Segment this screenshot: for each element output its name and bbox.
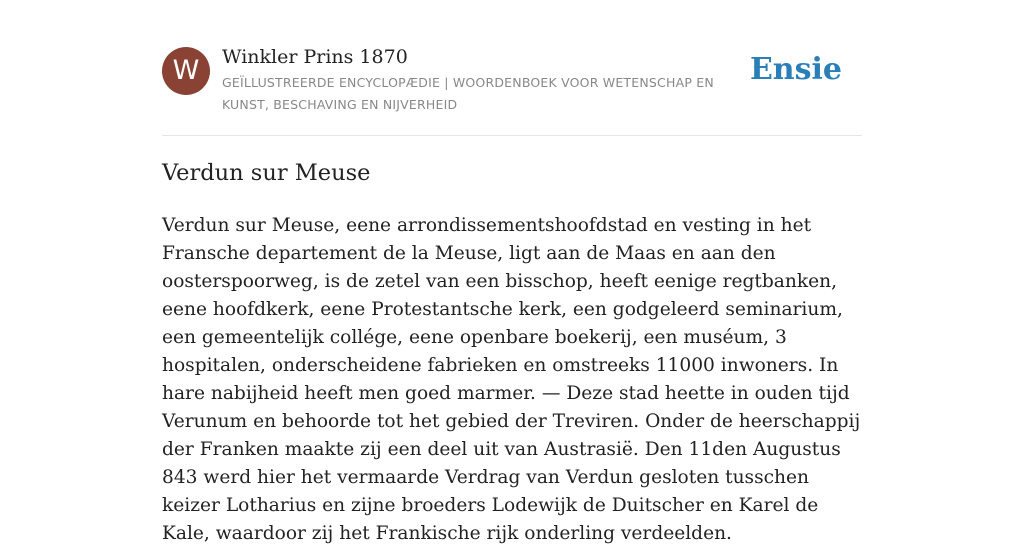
article-title: Verdun sur Meuse (162, 160, 371, 186)
source-header (162, 46, 862, 116)
ensie-logo-link[interactable]: Ensie (749, 52, 842, 87)
source-subtitle: GEÏLLUSTREERDE ENCYCLOPÆDIE | WOORDENBOEK VOOR WETENSCHAP EN KUNST, BESCHAVING EN NIJVERHEID (222, 75, 714, 112)
article-body: Verdun sur Meuse, eene arrondissementshoofdstad en vesting in het Fransche departement de la Meuse, ligt aan de Maas en aan den oosterspoorweg, is de zetel van een bisschop, heeft eenige regtbanken, eene hoofdkerk, eene Protestantsche kerk, een godgeleerd seminarium, een gemeentelijk collége, eene openbare boekerij, een muséum, 3 hospitalen, onderscheidene fabrieken en omstreeks 11000 inwoners. In hare nabijheid heeft men goed marmer. — Deze stad heette in ouden tijd Verunum en behoorde tot het gebied der Treviren. Onder de heerschappij der Franken maakte zij een deel uit van Austrasië. Den 11den Augustus 843 werd hier het vermaarde Verdrag van Verdun gesloten tusschen keizer Lotharius en zijne broeders Lodewijk de Duitscher en Karel de Kale, waardoor zij het Frankische rijk onderling verdeelden. (162, 215, 861, 544)
header-divider (162, 135, 862, 136)
source-avatar[interactable]: W (162, 47, 210, 95)
source-title[interactable]: Winkler Prins 1870 (222, 46, 408, 68)
